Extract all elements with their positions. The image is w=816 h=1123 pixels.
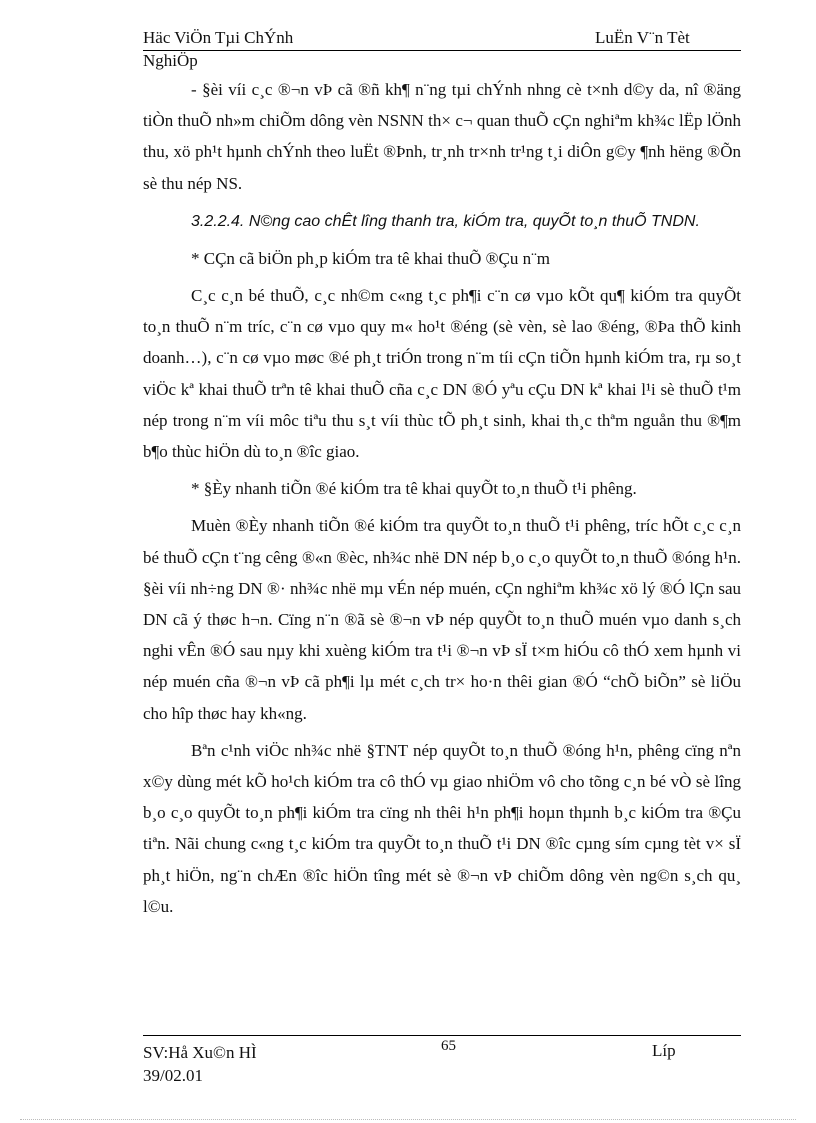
page-header <box>143 28 741 51</box>
paragraph-speed-up: Muèn ®Èy nhanh tiÕn ®é kiÓm tra quyÕt to¸n thuÕ t¹i phêng, tríc hÕt c¸c c¸n bé thuÕ cÇn t¨ng cêng ®«n ®èc, nh¾c nhë DN nép b¸o c¸o quyÕt to¸n thuÕ ®óng h¹n. §èi víi nh÷ng DN ®· nh¾c nhë mµ vÉn nép muén, cÇn nghiªm kh¾c xö lý ®Ó lÇn sau DN cã ý thøc h¬n. Cïng n¨n ®ã sè ®¬n vÞ nép quyÕt to¸n thuÕ muén vµo danh s¸ch nghi vÊn ®Ó sau nµy khi xuèng kiÓm tra t¹i ®¬n vÞ sÏ t×m hiÓu cô thÓ xem hµnh vi nép muén cña ®¬n vÞ cã ph¶i lµ mét c¸ch tr× ho·n thêi gian ®Ó “chÕ biÕn” sè liÖu cho hîp thøc hay kh«ng. <box>143 516 741 723</box>
footer-student-name: SV:Hå Xu©n HÌ <box>143 1043 257 1062</box>
header-doc-type: LuËn V¨n Tèt <box>595 28 690 47</box>
page-edge-divider <box>20 1119 796 1120</box>
footer-student <box>143 1041 257 1087</box>
page-number: 65 <box>441 1038 456 1054</box>
header-institution: Häc ViÖn Tµi ChÝnh <box>143 28 294 47</box>
section-heading: 3.2.2.4. N©ng cao chÊt lîng thanh tra, kiÓm tra, quyÕt to¸n thuÕ TNDN. <box>191 212 700 230</box>
footer-class-label: Líp <box>652 1041 676 1060</box>
document-body <box>143 74 741 928</box>
bullet-heading-2: * §Èy nhanh tiÕn ®é kiÓm tra tê khai quyÕt to¸n thuÕ t¹i phêng. <box>191 479 637 499</box>
page-footer <box>143 1035 741 1085</box>
header-continuation: NghiÖp <box>143 51 198 70</box>
bullet-heading-1: * CÇn cã biÖn ph¸p kiÓm tra tê khai thuÕ ®Çu n¨m <box>191 248 551 268</box>
paragraph-overdue-tax: - §èi víi c¸c ®¬n vÞ cã ®ñ kh¶ n¨ng tµi chÝnh nhng cè t×nh d©y da, nî ®äng tiÒn thuÕ nh»m chiÕm dông vèn NSNN th× c¬ quan thuÕ cÇn nghiªm kh¾c lËp lÖnh thu, xö ph¹t hµnh chÝnh theo luËt ®Þnh, tr¸nh tr×nh tr¹ng t¸i diÔn g©y ¶nh hëng ®Õn sè thu nép NS. <box>143 80 741 193</box>
paragraph-plan: Bªn c¹nh viÖc nh¾c nhë §TNT nép quyÕt to¸n thuÕ ®óng h¹n, phêng cïng nªn x©y dùng mét kÕ ho¹ch kiÓm tra cô thÓ vµ giao nhiÖm vô cho tõng c¸n bé vÒ sè lîng b¸o c¸o quyÕt to¸n ph¶i kiÓm tra cïng nh thêi h¹n ph¶i hoµn thµnh b¸c kiÓm tra ®Çu tiªn. Nãi chung c«ng t¸c kiÓm tra quyÕt to¸n thuÕ t¹i DN ®îc cµng sím cµng tèt v× sÏ ph¸t hiÖn, ng¨n chÆn ®îc hiÖn tîng mét sè ®¬n vÞ chiÕm dông vèn ng©n s¸ch qu¸ l©u. <box>143 740 741 916</box>
paragraph-inspection: C¸c c¸n bé thuÕ, c¸c nh©m c«ng t¸c ph¶i c¨n cø vµo kÕt qu¶ kiÓm tra quyÕt to¸n thuÕ n¨m tríc, c¨n cø vµo quy m« ho¹t ®éng (sè vèn, sè lao ®éng, ®Þa thÕ kinh doanh…), c¨n cø vµo møc ®é ph¸t triÓn trong n¨m tíi cÇn tiÕn hµnh kiÓm tra, rµ so¸t viÖc kª khai thuÕ trªn tê khai thuÕ cña c¸c DN ®Ó yªu cÇu DN kª khai l¹i sè thuÕ t¹m nép trong n¨m víi môc tiªu thu s¸t víi thùc tÕ ph¸t sinh, khai th¸c thªm nguån thu ®¶m b¶o thùc hiÖn dù to¸n ®îc giao. <box>143 286 741 462</box>
footer-class-code: 39/02.01 <box>143 1066 203 1085</box>
